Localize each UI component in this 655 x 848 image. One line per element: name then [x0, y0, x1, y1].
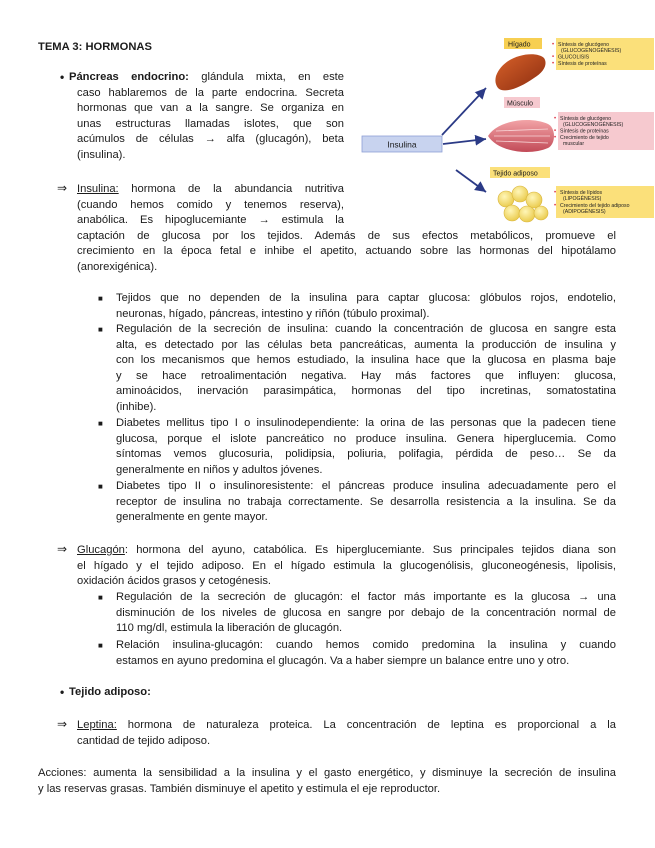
bullet-dot: •	[552, 42, 555, 48]
text-line: (inhibe).	[116, 400, 157, 413]
text-line: glucosa, porque el islote pancreático no produce insulina. Genera hiperglucemia. Como	[116, 432, 616, 445]
text-line: caso hablaremos de la parte endocrina. Secreta	[77, 86, 344, 99]
pancreas-heading: Páncreas endocrino:	[69, 71, 189, 83]
arrow-to-muscle	[443, 139, 486, 144]
text-line: aminoácidos, inervación parasimpática, hormonas del tipo incretinas, somatostatina	[116, 385, 616, 398]
bullet-dot: •	[554, 203, 557, 209]
text-line	[69, 70, 344, 86]
pancreas-paragraph	[69, 70, 344, 86]
text-line: anabólica. Es hipoglucemiante → estimula la	[77, 214, 344, 227]
arrow-to-liver	[442, 88, 486, 135]
text-line: síntomas vemos glucosuria, polidipsia, poliuria, polifagia, pérdida de peso… Se da	[116, 448, 616, 461]
musculo-label: Músculo	[507, 100, 534, 108]
musculo-effect: (GLUCOGENOGÉNESIS)	[563, 122, 624, 128]
glucagon-paragraph	[77, 543, 616, 590]
text-line: hormona de naturaleza proteica. La concentración de leptina es proporcional a la	[127, 719, 616, 731]
implies-arrow-icon: ⇒	[57, 542, 68, 556]
acciones-paragraph	[38, 766, 616, 797]
adiposo-effect: (ADIPOGÉNESIS)	[563, 209, 606, 215]
text-line: el hígado y el tejido adiposo. En el hígado estimula la glucogenólisis, gluconeogénesis, lipolisis,	[77, 559, 616, 572]
bullet-dot: •	[60, 70, 65, 84]
arrow-to-adipose	[456, 170, 486, 192]
text-line: Relación insulina-glucagón: cuando hemos comido predomina la insulina y cuando	[116, 639, 616, 651]
text-line: Acciones: aumenta la sensibilidad a la insulina y el gasto energético, y disminuye la secreción de insulina	[38, 767, 616, 779]
text-line: y las reservas grasas. También disminuye el apetito y estimula el eje reproductor.	[38, 782, 441, 795]
adiposo-effect: Síntesis de lípidos	[560, 190, 603, 196]
text-line: Tejidos que no dependen de la insulina para captar glucosa: glóbulos rojos, endotelio,	[116, 292, 616, 304]
square-bullet-icon: ■	[98, 593, 103, 602]
text-line: hormona de la abundancia nutritiva	[131, 183, 344, 195]
text-line: (anorexigénica).	[77, 260, 158, 273]
text-line: oxidación ácidos grasos y cetogénesis.	[77, 575, 272, 588]
leptina-paragraph	[77, 718, 616, 749]
text-line: y se hace retroalimentación negativa. Hay más factores que influyen: glucosa,	[116, 369, 616, 382]
text-line: Regulación de la secreción de insulina: cuando la concentración de glucosa en sangre esta	[116, 323, 616, 335]
implies-arrow-icon: ⇒	[57, 717, 68, 731]
insulina-bullet-4	[116, 479, 616, 526]
glucagon-term: Glucagón	[77, 544, 125, 556]
musculo-effect: Síntesis de proteínas	[560, 128, 609, 135]
musculo-effect: Síntesis de glucógeno	[560, 116, 612, 122]
text-line: : hormona del ayuno, catabólica. Es hiperglucemiante. Sus principales tejidos diana son	[124, 544, 616, 556]
text-line: receptor de insulina no trabaja correctamente. Se desarrolla resistencia a la insulina. Se da	[116, 495, 616, 508]
musculo-effect: muscular	[563, 141, 585, 147]
text-line: hormonas que van a la sangre. Se organiza en	[77, 102, 344, 115]
musculo-effect: Crecimiento de tejido	[560, 135, 609, 141]
text-line: Diabetes mellitus tipo I o insulinodependiente: la orina de las personas que la padecen tiene	[116, 417, 616, 429]
bullet-dot: •	[554, 135, 557, 141]
text-line: Diabetes tipo II o insulinoresistente: el páncreas produce insulina adecuadamente pero el	[116, 480, 616, 492]
glucagon-bullet-2	[116, 638, 616, 669]
adiposo-heading: Tejido adiposo:	[69, 686, 151, 698]
adiposo-effect: Crecimiento del tejido adiposo	[560, 203, 630, 209]
text-line: acúmulos de células → alfa (glucagón), beta	[77, 133, 344, 146]
text-line	[77, 182, 344, 198]
text-line: generalmente en niños y adultos jóvenes.	[116, 463, 323, 476]
higado-effect: Síntesis de proteínas	[558, 61, 607, 67]
adiposo-effect: (LIPOGÉNESIS)	[563, 196, 602, 202]
text-line: crecimiento en la época fetal e inhibe el apetito, actuando sobre las hormonas del hipotálamo	[77, 245, 616, 258]
text-line: con los mecanismos que hemos estudiado, la insulina hace que la glucosa en plasma baje	[116, 354, 616, 367]
bullet-dot: •	[554, 190, 557, 196]
bullet-dot: •	[552, 61, 555, 67]
text-line	[77, 718, 616, 734]
higado-effect: (GLUCOGENOGÉNESIS)	[561, 48, 622, 54]
text-line: disminución de los niveles de glucosa en sangre por debajo de la concentración normal de	[116, 606, 616, 619]
adipose-cells-icon	[498, 186, 548, 222]
text-line: unas estructuras llamadas islotes, que son	[77, 117, 344, 130]
square-bullet-icon: ■	[98, 482, 103, 491]
insulina-label: Insulina	[387, 139, 417, 150]
text-line: alta, es detectado por las células beta pancreáticas, aumenta la producción de insulina y	[116, 338, 616, 351]
leptina-term: Leptina:	[77, 719, 117, 731]
higado-label: Hígado	[508, 41, 531, 49]
liver-icon	[495, 54, 545, 90]
bullet-dot: •	[60, 685, 65, 699]
insulina-term: Insulina:	[77, 183, 119, 195]
text-line: generalmente en gente mayor.	[116, 511, 268, 524]
glucagon-bullet-1	[116, 590, 616, 637]
bullet-dot: •	[554, 128, 557, 135]
text-line: glándula mixta, en este	[201, 71, 344, 83]
insulina-bullet-2	[116, 322, 616, 416]
higado-effect: GLUCOLISIS	[558, 54, 590, 61]
text-line: cantidad de tejido adiposo.	[77, 734, 211, 747]
text-line: Regulación de la secreción de glucagón: el factor más importante es la glucosa → una	[116, 591, 616, 603]
adiposo-label: Tejido adiposo	[493, 170, 538, 178]
higado-effect: Síntesis de glucógeno	[558, 42, 610, 48]
insulina-bullet-3	[116, 416, 616, 478]
text-line: (cuando hemos comido y tenemos reserva),	[77, 198, 344, 211]
text-line: captación de glucosa por los tejidos. Además de sus efectos metabólicos, promueve el	[77, 229, 616, 242]
bullet-dot: •	[554, 116, 557, 122]
insulina-bullet-1	[116, 291, 616, 322]
bullet-dot: •	[552, 54, 555, 61]
insulin-effects-diagram	[358, 36, 654, 226]
page-title: TEMA 3: HORMONAS	[38, 41, 152, 53]
insulina-paragraph-cont	[77, 229, 616, 276]
text-line: neuronas, hígado, páncreas, intestino y riñón (túbulo proximal).	[116, 307, 430, 320]
text-line: 110 mg/dl, estimula la liberación de glucagón.	[116, 622, 343, 635]
text-line	[77, 543, 616, 559]
text-line: estamos en ayuno predomina el glucagón. Va a haber siempre un balance entre uno y otro.	[116, 654, 570, 667]
square-bullet-icon: ■	[98, 641, 103, 650]
text-line: (insulina).	[77, 148, 126, 161]
square-bullet-icon: ■	[98, 325, 103, 334]
square-bullet-icon: ■	[98, 419, 103, 428]
insulina-paragraph	[77, 182, 344, 229]
square-bullet-icon: ■	[98, 294, 103, 303]
implies-arrow-icon: ⇒	[57, 181, 68, 195]
pancreas-body	[77, 86, 344, 164]
